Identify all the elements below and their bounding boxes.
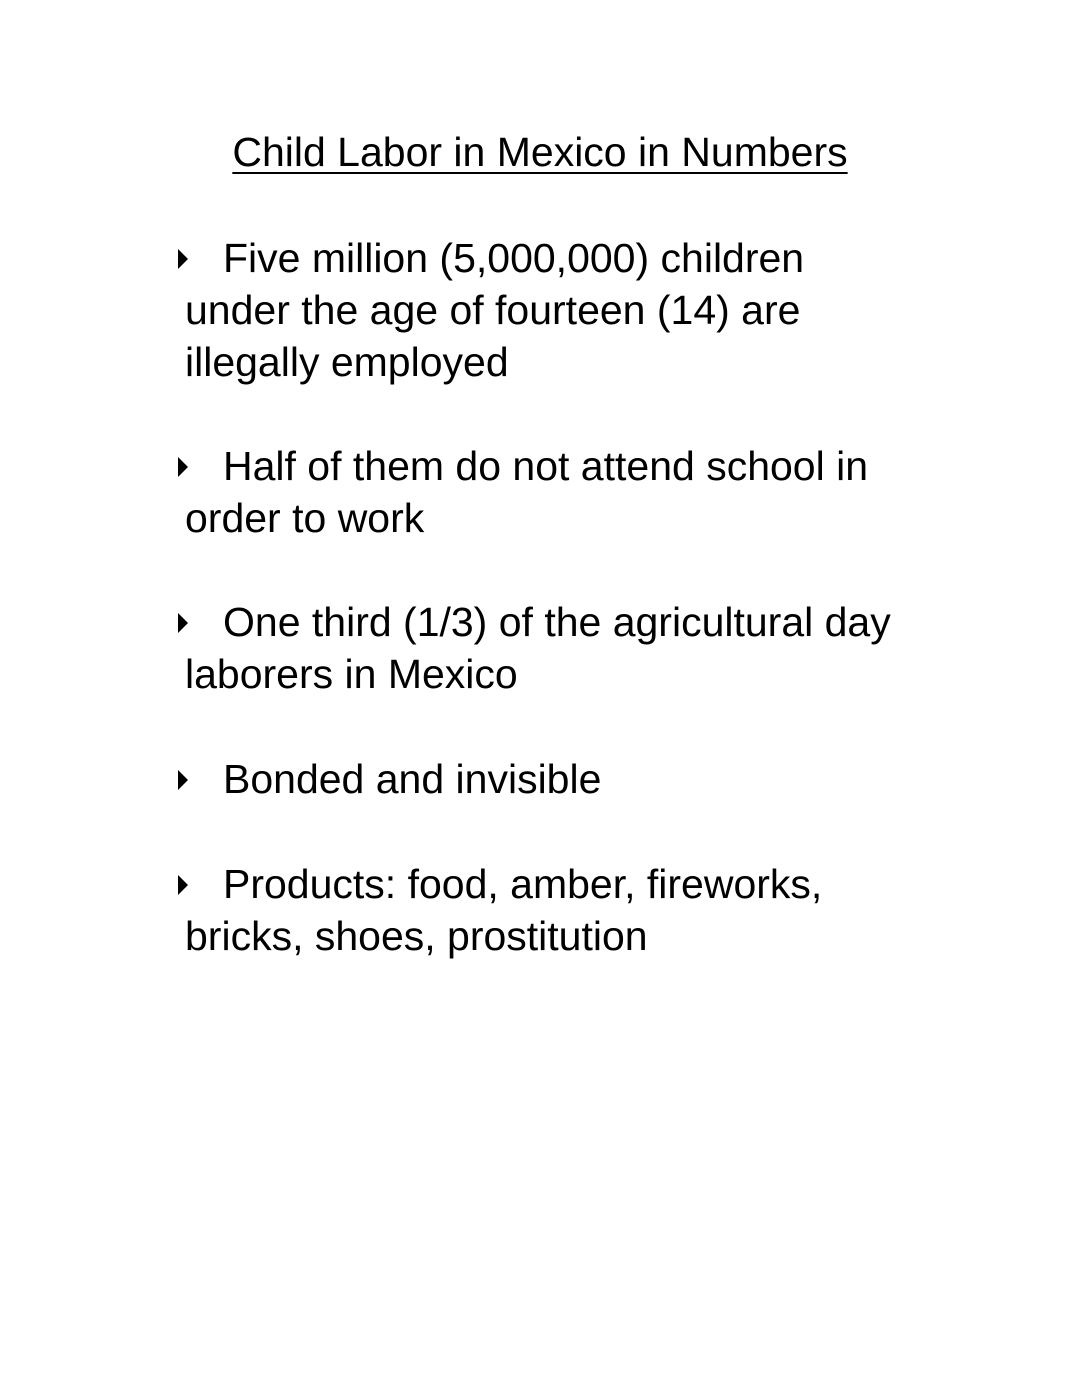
bullet-text: One third (1/3) of the agricultural day laborers in Mexico: [185, 599, 891, 697]
bullet-text: Bonded and invisible: [223, 756, 602, 802]
bullet-text: Products: food, amber, fireworks, bricks, shoes, prostitution: [185, 861, 823, 959]
bullet-text: Five million (5,000,000) children under the age of fourteen (14) are illegally employed: [185, 235, 805, 385]
page-title: Child Labor in Mexico in Numbers: [232, 129, 848, 175]
bullet-text: Half of them do not attend school in order to work: [185, 443, 869, 541]
